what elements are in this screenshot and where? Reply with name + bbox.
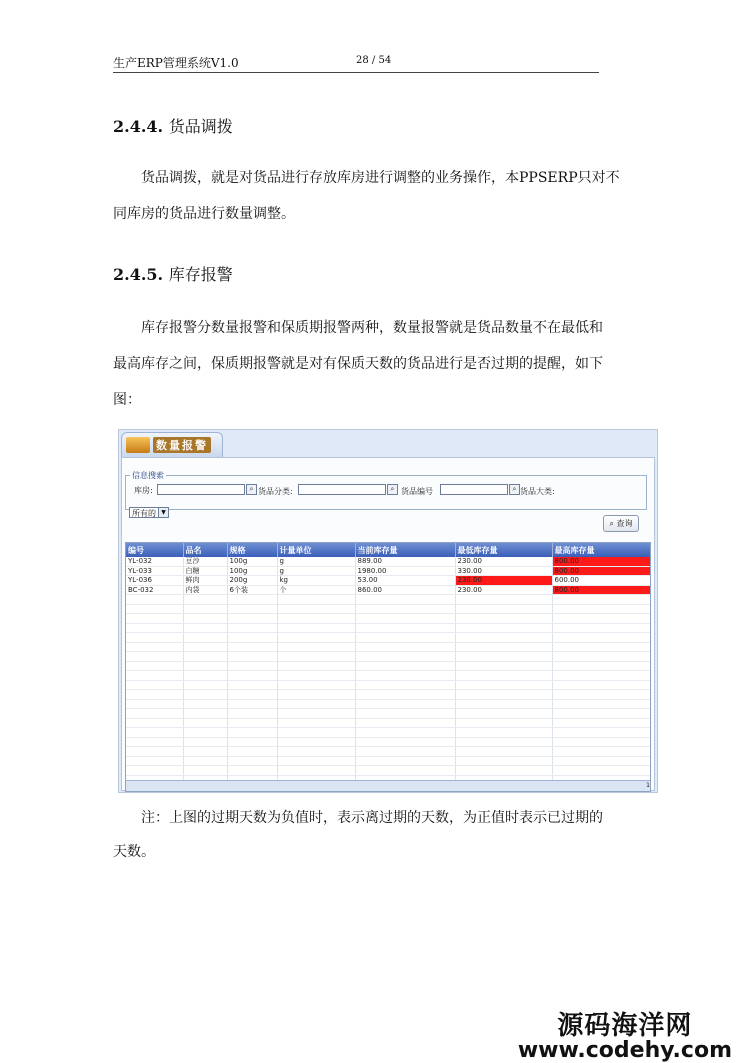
empty-cell (277, 728, 355, 738)
empty-cell (126, 652, 183, 662)
table-cell-name: 豆沙 (183, 557, 227, 566)
column-header[interactable]: 最低库存量 (455, 543, 552, 557)
section-paragraph (113, 310, 638, 418)
empty-row (126, 737, 650, 747)
column-header[interactable]: 规格 (227, 543, 277, 557)
empty-cell (183, 642, 227, 652)
empty-cell (552, 604, 650, 614)
empty-cell (126, 737, 183, 747)
empty-cell (552, 690, 650, 700)
empty-cell (277, 614, 355, 624)
empty-cell (355, 633, 455, 643)
code-label: 货品编号 (401, 487, 433, 496)
search-icon: ⌕ (609, 519, 614, 528)
empty-cell (227, 766, 277, 776)
table-cell-min: 330.00 (455, 566, 552, 576)
bigclass-select[interactable] (129, 507, 169, 518)
empty-cell (455, 718, 552, 728)
empty-cell (126, 614, 183, 624)
empty-cell (183, 680, 227, 690)
section-title: 库存报警 (168, 265, 233, 284)
column-header[interactable]: 计量单位 (277, 543, 355, 557)
empty-cell (455, 756, 552, 766)
tab-stock-alert[interactable] (121, 432, 223, 457)
empty-cell (277, 652, 355, 662)
table-cell-unit: 个 (277, 585, 355, 595)
empty-cell (227, 690, 277, 700)
column-header[interactable]: 当前库存量 (355, 543, 455, 557)
empty-cell (227, 614, 277, 624)
grid-page-number: 1 (646, 782, 650, 789)
empty-cell (552, 633, 650, 643)
empty-cell (277, 756, 355, 766)
empty-cell (183, 737, 227, 747)
empty-cell (355, 652, 455, 662)
table-cell-name: 鲜肉 (183, 576, 227, 586)
empty-cell (227, 756, 277, 766)
empty-cell (227, 718, 277, 728)
empty-cell (455, 642, 552, 652)
column-header[interactable]: 编号 (126, 543, 183, 557)
empty-cell (455, 728, 552, 738)
empty-cell (355, 737, 455, 747)
empty-cell (183, 623, 227, 633)
empty-cell (277, 718, 355, 728)
empty-cell (183, 709, 227, 719)
empty-row (126, 756, 650, 766)
search-legend: 信息搜索 (132, 471, 164, 480)
search-icon[interactable]: ⌕ (509, 484, 520, 495)
empty-cell (355, 595, 455, 605)
empty-cell (455, 661, 552, 671)
empty-row (126, 623, 650, 633)
empty-row (126, 604, 650, 614)
embedded-screenshot (118, 429, 658, 793)
empty-cell (126, 718, 183, 728)
empty-row (126, 709, 650, 719)
empty-cell (552, 623, 650, 633)
empty-cell (355, 699, 455, 709)
bigclass-label: 货品大类: (520, 487, 555, 496)
empty-cell (455, 604, 552, 614)
empty-cell (355, 766, 455, 776)
empty-cell (277, 680, 355, 690)
empty-cell (227, 633, 277, 643)
empty-cell (355, 728, 455, 738)
paragraph-line: 最高库存之间，保质期报警就是对有保质天数的货品进行是否过期的提醒，如下 (113, 356, 603, 372)
empty-cell (183, 595, 227, 605)
empty-cell (227, 728, 277, 738)
table-cell-min: 230.00 (455, 576, 552, 586)
select-value: 所有的 (132, 509, 156, 518)
empty-cell (183, 690, 227, 700)
empty-cell (552, 718, 650, 728)
grid-header-row (126, 543, 650, 557)
empty-cell (355, 690, 455, 700)
tab-label: 数量报警 (153, 437, 211, 453)
paragraph-line: 图： (113, 392, 141, 408)
table-cell-current: 860.00 (355, 585, 455, 595)
table-cell-unit: kg (277, 576, 355, 586)
empty-cell (227, 642, 277, 652)
empty-cell (455, 737, 552, 747)
empty-cell (355, 680, 455, 690)
empty-cell (355, 642, 455, 652)
empty-cell (552, 699, 650, 709)
empty-cell (227, 699, 277, 709)
table-cell-name: 白糖 (183, 566, 227, 576)
table-cell-unit: g (277, 557, 355, 566)
empty-cell (277, 623, 355, 633)
empty-cell (277, 747, 355, 757)
note-line: 注：上图的过期天数为负值时，表示离过期的天数，为正值时表示已过期的 (141, 810, 603, 826)
empty-cell (552, 661, 650, 671)
empty-cell (227, 652, 277, 662)
section-heading-2-4-5 (113, 262, 233, 285)
watermark (518, 1005, 732, 1063)
empty-row (126, 747, 650, 757)
empty-cell (277, 709, 355, 719)
table-cell-max: 800.00 (552, 557, 650, 566)
table-cell-code: BC-032 (126, 585, 183, 595)
empty-cell (552, 642, 650, 652)
empty-row (126, 718, 650, 728)
empty-row (126, 595, 650, 605)
note-paragraph (113, 801, 638, 869)
table-cell-max: 800.00 (552, 566, 650, 576)
table-cell-current: 889.00 (355, 557, 455, 566)
watermark-text: 源码海洋网 (557, 1011, 693, 1041)
empty-row (126, 671, 650, 681)
warehouse-input[interactable] (157, 484, 245, 495)
empty-cell (552, 766, 650, 776)
empty-cell (126, 699, 183, 709)
empty-cell (455, 690, 552, 700)
empty-cell (277, 690, 355, 700)
table-cell-code: YL-033 (126, 566, 183, 576)
column-header[interactable]: 最高库存量 (552, 543, 650, 557)
query-button[interactable] (603, 515, 639, 532)
empty-cell (183, 766, 227, 776)
chevron-down-icon: ▼ (158, 508, 168, 517)
empty-cell (126, 633, 183, 643)
empty-row (126, 633, 650, 643)
panel-body (121, 457, 655, 791)
empty-cell (126, 604, 183, 614)
empty-cell (455, 652, 552, 662)
empty-cell (552, 671, 650, 681)
empty-cell (355, 661, 455, 671)
empty-cell (552, 595, 650, 605)
empty-cell (183, 633, 227, 643)
empty-cell (355, 718, 455, 728)
empty-cell (277, 699, 355, 709)
page-header (113, 52, 599, 73)
search-icon[interactable]: ⌕ (387, 484, 398, 495)
empty-cell (126, 766, 183, 776)
empty-cell (455, 633, 552, 643)
grid-footer (126, 780, 650, 791)
empty-cell (126, 728, 183, 738)
warehouse-label: 库房: (134, 486, 153, 495)
empty-cell (552, 709, 650, 719)
table-cell-max: 600.00 (552, 576, 650, 586)
empty-cell (277, 595, 355, 605)
section-number: 2.4.4. (113, 117, 164, 136)
empty-cell (183, 652, 227, 662)
empty-cell (552, 680, 650, 690)
empty-cell (277, 671, 355, 681)
table-cell-spec: 100g (227, 557, 277, 566)
empty-cell (277, 661, 355, 671)
empty-cell (126, 671, 183, 681)
query-label: 查询 (616, 519, 633, 528)
note-line: 天数。 (113, 844, 155, 860)
alert-grid (125, 542, 651, 792)
empty-cell (277, 642, 355, 652)
empty-cell (455, 699, 552, 709)
empty-cell (455, 709, 552, 719)
table-cell-min: 230.00 (455, 557, 552, 566)
table-cell-current: 1980.00 (355, 566, 455, 576)
empty-cell (552, 614, 650, 624)
table-row[interactable] (126, 557, 650, 566)
empty-cell (455, 680, 552, 690)
search-icon[interactable]: ⌕ (246, 484, 257, 495)
empty-row (126, 614, 650, 624)
empty-cell (183, 747, 227, 757)
empty-cell (355, 671, 455, 681)
empty-cell (277, 604, 355, 614)
empty-cell (277, 737, 355, 747)
empty-cell (552, 652, 650, 662)
table-cell-max: 800.00 (552, 585, 650, 595)
empty-cell (126, 709, 183, 719)
empty-cell (183, 728, 227, 738)
empty-cell (126, 642, 183, 652)
empty-cell (552, 737, 650, 747)
empty-cell (126, 623, 183, 633)
empty-cell (183, 699, 227, 709)
page-number: 28 / 54 (356, 55, 392, 66)
empty-cell (455, 614, 552, 624)
box-icon (126, 437, 150, 453)
empty-row (126, 690, 650, 700)
empty-cell (183, 661, 227, 671)
empty-cell (355, 709, 455, 719)
section-number: 2.4.5. (113, 265, 164, 284)
watermark-url: www.codehy.com (517, 1038, 732, 1063)
empty-cell (455, 595, 552, 605)
empty-cell (227, 623, 277, 633)
empty-cell (183, 614, 227, 624)
paragraph-line: 库存报警分数量报警和保质期报警两种，数量报警就是货品数量不在最低和 (141, 320, 603, 336)
category-label: 货品分类: (258, 487, 293, 496)
empty-cell (227, 671, 277, 681)
empty-cell (455, 623, 552, 633)
empty-cell (126, 756, 183, 766)
empty-cell (227, 604, 277, 614)
empty-cell (355, 756, 455, 766)
paragraph-line: 同库房的货品进行数量调整。 (113, 206, 295, 222)
section-heading-2-4-4 (113, 114, 233, 137)
table-cell-spec: 200g (227, 576, 277, 586)
table-row[interactable] (126, 585, 650, 595)
empty-cell (227, 737, 277, 747)
code-input[interactable] (440, 484, 508, 495)
empty-cell (227, 661, 277, 671)
table-cell-spec: 100g (227, 566, 277, 576)
empty-cell (455, 766, 552, 776)
empty-cell (227, 709, 277, 719)
empty-cell (277, 766, 355, 776)
empty-cell (183, 604, 227, 614)
empty-cell (126, 680, 183, 690)
section-paragraph (113, 160, 638, 232)
category-input[interactable] (298, 484, 386, 495)
empty-cell (552, 756, 650, 766)
table-cell-min: 230.00 (455, 585, 552, 595)
empty-cell (126, 747, 183, 757)
doc-title: 生产ERP管理系统V1.0 (113, 56, 239, 70)
empty-row (126, 680, 650, 690)
empty-cell (455, 671, 552, 681)
empty-cell (126, 661, 183, 671)
table-cell-code: YL-036 (126, 576, 183, 586)
table-row[interactable] (126, 566, 650, 576)
empty-row (126, 652, 650, 662)
empty-cell (227, 680, 277, 690)
table-cell-name: 内袋 (183, 585, 227, 595)
empty-row (126, 728, 650, 738)
empty-cell (277, 633, 355, 643)
empty-cell (355, 604, 455, 614)
empty-cell (355, 623, 455, 633)
empty-cell (227, 595, 277, 605)
empty-cell (455, 747, 552, 757)
empty-row (126, 699, 650, 709)
table-cell-spec: 6个装 (227, 585, 277, 595)
column-header[interactable]: 品名 (183, 543, 227, 557)
table-cell-code: YL-032 (126, 557, 183, 566)
empty-cell (126, 690, 183, 700)
table-cell-unit: g (277, 566, 355, 576)
search-panel (125, 470, 647, 518)
empty-cell (126, 595, 183, 605)
empty-row (126, 661, 650, 671)
empty-cell (183, 718, 227, 728)
empty-cell (355, 747, 455, 757)
empty-cell (227, 747, 277, 757)
empty-cell (183, 671, 227, 681)
empty-row (126, 766, 650, 776)
empty-cell (552, 747, 650, 757)
empty-cell (183, 756, 227, 766)
empty-row (126, 642, 650, 652)
empty-cell (552, 728, 650, 738)
paragraph-line: 货品调拨，就是对货品进行存放库房进行调整的业务操作，本PPSERP只对不 (141, 170, 620, 186)
table-row[interactable] (126, 576, 650, 586)
section-title: 货品调拨 (168, 117, 233, 136)
empty-cell (355, 614, 455, 624)
table-cell-current: 53.00 (355, 576, 455, 586)
